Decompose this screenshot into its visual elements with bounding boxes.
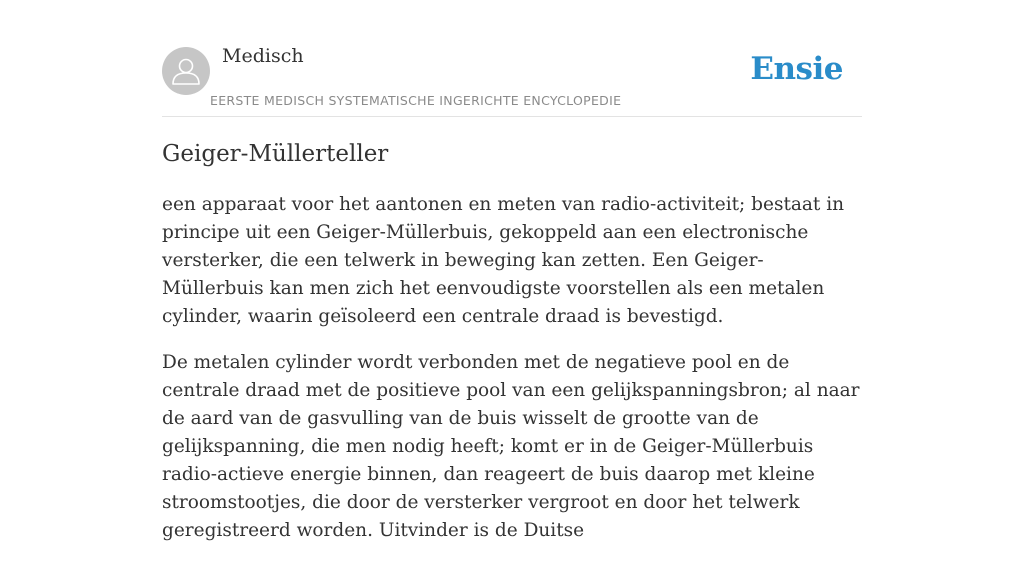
author-avatar[interactable] (162, 47, 210, 95)
article-paragraph: De metalen cylinder wordt verbonden met de negatieve pool en de centrale draad met de positieve pool van een gelijkspanningsbron; al naar de aard van de gasvulling van de buis wisselt de grootte van de gelijkspanning, die men nodig heeft; komt er in de Geiger-Müllerbuis radio-actieve energie binnen, dan reageert de buis daarop met kleine stroomstootjes, die door de versterker vergroot en door het telwerk geregistreerd worden. Uitvinder is de Duitse (162, 352, 860, 541)
article-paragraph: een apparaat voor het aantonen en meten van radio-activiteit; bestaat in principe uit een Geiger-Müllerbuis, gekoppeld aan een electronische versterker, die een telwerk in beweging kan zetten. Een Geiger-Müllerbuis kan men zich het eenvoudigste voorstellen als een metalen cylinder, waarin geïsoleerd een centrale draad is bevestigd. (162, 194, 845, 327)
site-header (162, 0, 862, 117)
article (162, 138, 862, 563)
author-name[interactable]: Medisch (222, 45, 304, 67)
article-title: Geiger-Müllerteller (162, 141, 389, 167)
author-subtitle: EERSTE MEDISCH SYSTEMATISCHE INGERICHTE ENCYCLOPEDIE (210, 93, 622, 108)
brand-logo[interactable]: Ensie (750, 51, 843, 87)
user-silhouette-icon (162, 47, 210, 95)
